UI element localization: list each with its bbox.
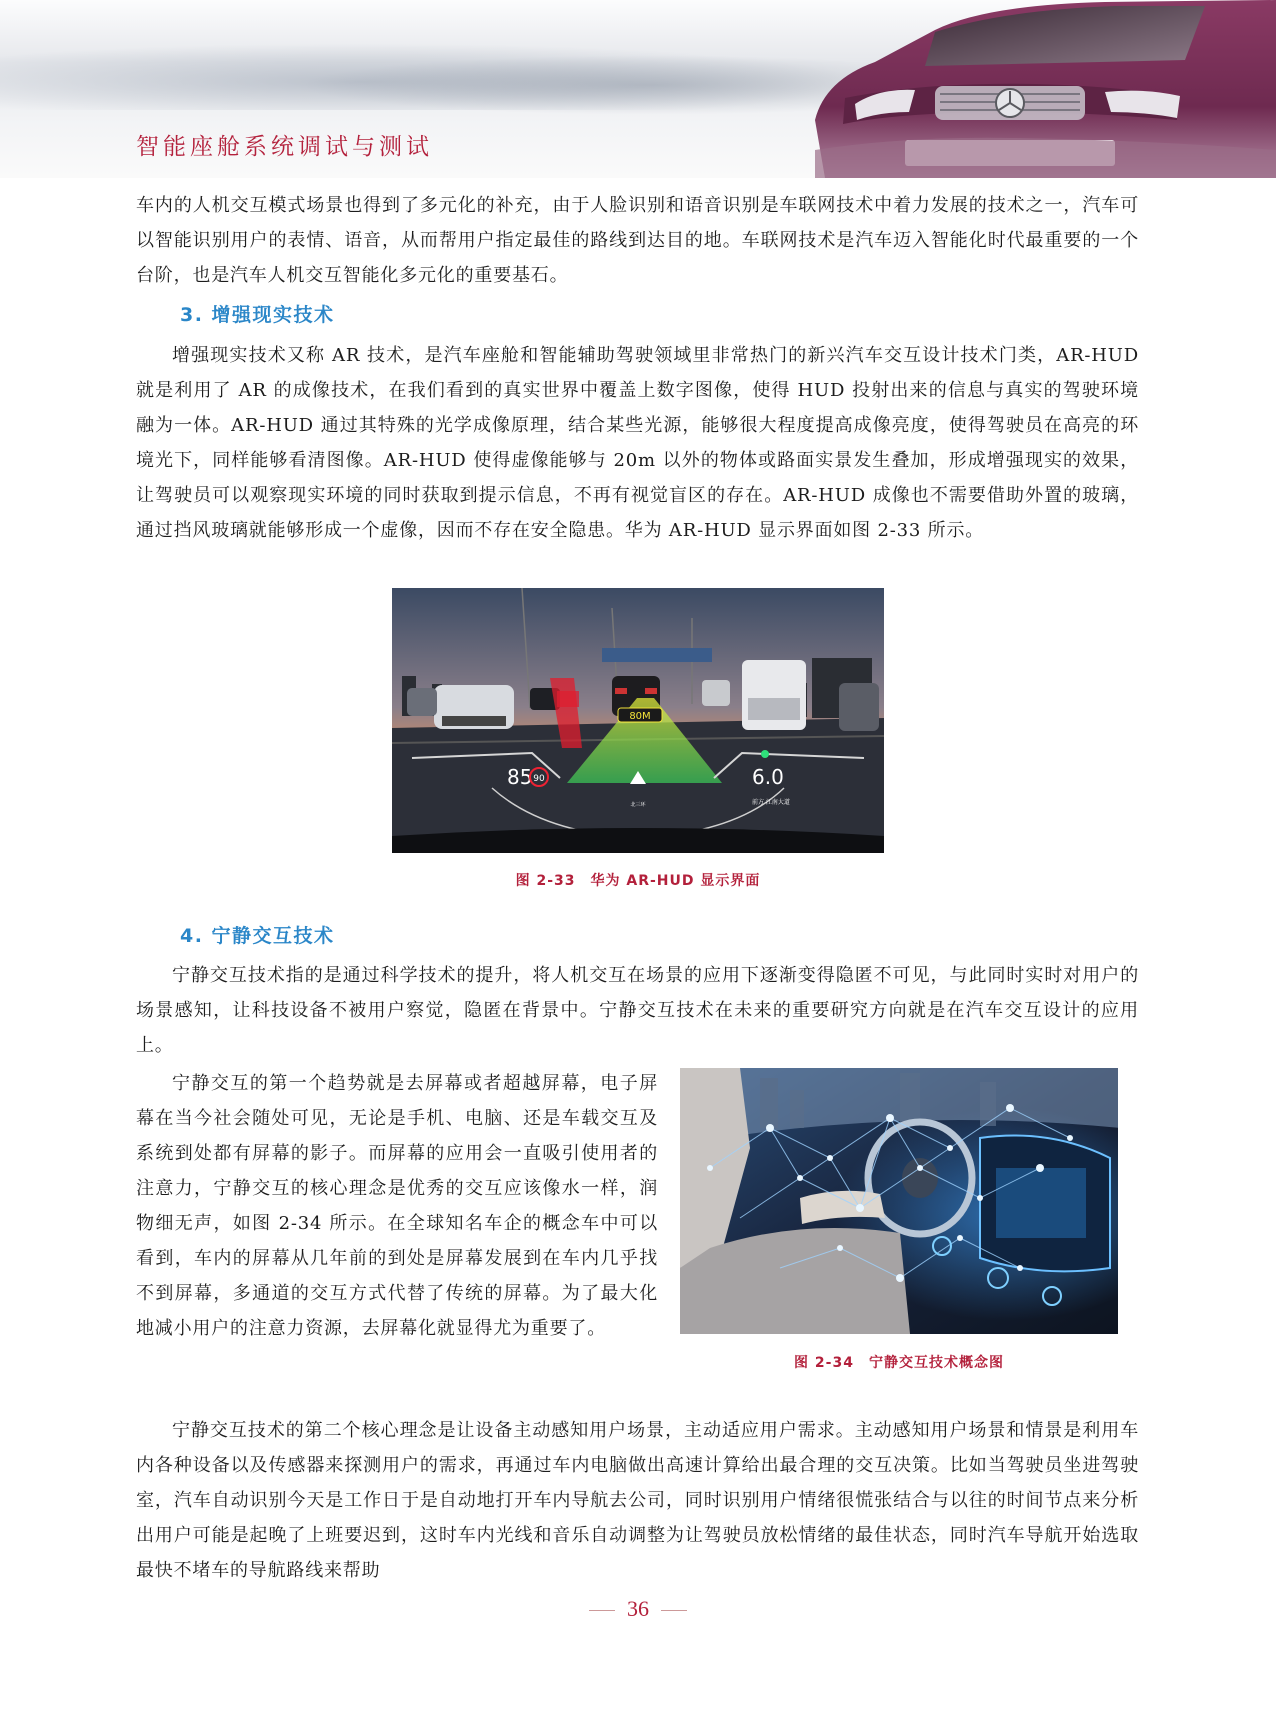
hud-center-label: 北三环	[630, 802, 646, 808]
figure-ar-hud-photo	[392, 588, 884, 853]
figure-caption: 图 2-33 华为 AR-HUD 显示界面	[515, 873, 761, 889]
body-paragraph: 宁静交互的第一个趋势就是去屏幕或者超越屏幕，电子屏幕在当今社会随处可见，无论是手机、电脑、还是车载交互及系统到处都有屏幕的影子。而屏幕的应用会一直吸引使用者的注意力，宁静交互的核心理念是优秀的交互应该像水一样，润物细无声，如图 2-34 所示。在全球知名车企的概念车中可以看到，车内的屏幕从几年前的到处是屏幕发展到在车内几乎找不到屏幕，多通道的交互方式代替了传统的屏幕。为了最大化地减小用户的注意力资源，去屏幕化就显得尤为重要了。	[136, 1073, 658, 1339]
header-car-illustration	[785, 0, 1276, 178]
body-paragraph: 增强现实技术又称 AR 技术，是汽车座舱和智能辅助驾驶领域里非常热门的新兴汽车交互设计技术门类，AR-HUD 就是利用了 AR 的成像技术，在我们看到的真实世界中覆盖上数字图像，使得 HUD 投射出来的信息与真实的驾驶环境融为一体。AR-HUD 通过其特殊的光学成像原理，结合某些光源，能够很大程度提高成像亮度，使得驾驶员在高亮的环境光下，同样能够看清图像。AR-HUD 使得虚像能够与 20m 以外的物体或路面实景发生叠加，形成增强现实的效果，让驾驶员可以观察现实环境的同时获取到提示信息，不再有视觉盲区的存在。AR-HUD 成像也不需要借助外置的玻璃，通过挡风玻璃就能够形成一个虚像，因而不存在安全隐患。华为 AR-HUD 显示界面如图 2-33 所示。	[136, 345, 1139, 541]
section-heading: 4. 宁静交互技术	[180, 925, 335, 947]
page-number	[0, 1596, 1276, 1622]
hud-speed: 85	[507, 765, 533, 789]
quiet-interaction-scene	[680, 1068, 1118, 1334]
folio-dash	[589, 1610, 615, 1611]
book-title: 智能座舱系统调试与测试	[136, 134, 433, 160]
ar-hud-scene	[392, 588, 884, 853]
figure-caption: 图 2-34 宁静交互技术概念图	[794, 1355, 1004, 1371]
body-paragraph: 车内的人机交互模式场景也得到了多元化的补充，由于人脸识别和语音识别是车联网技术中着力发展的技术之一，汽车可以智能识别用户的表情、语音，从而帮用户指定最佳的路线到达目的地。车联网技术是汽车迈入智能化时代最重要的一个台阶，也是汽车人机交互智能化多元化的重要基石。	[136, 195, 1139, 286]
hud-street-name: 前方 江南大道	[752, 799, 790, 806]
body-paragraph: 宁静交互技术指的是通过科学技术的提升，将人机交互在场景的应用下逐渐变得隐匿不可见，与此同时实时对用户的场景感知，让科技设备不被用户察觉，隐匿在背景中。宁静交互技术在未来的重要研究方向就是在汽车交互设计的应用上。	[136, 965, 1139, 1056]
hud-distance-marker: 80M	[629, 711, 651, 722]
page-header-banner	[0, 0, 1276, 178]
figure-quiet-interaction-photo	[680, 1068, 1118, 1334]
page-number-text: 36	[627, 1596, 649, 1621]
body-paragraph: 宁静交互技术的第二个核心理念是让设备主动感知用户场景，主动适应用户需求。主动感知用户场景和情景是利用车内各种设备以及传感器来探测用户的需求，再通过车内电脑做出高速计算给出最合理的交互决策。比如当驾驶员坐进驾驶室，汽车自动识别今天是工作日于是自动地打开车内导航去公司，同时识别用户情绪很慌张结合与以往的时间节点来分析出用户可能是起晚了上班要迟到，这时车内光线和音乐自动调整为让驾驶员放松情绪的最佳状态，同时汽车导航开始选取最快不堵车的导航路线来帮助	[136, 1420, 1139, 1581]
section-heading: 3. 增强现实技术	[180, 304, 335, 326]
folio-dash	[661, 1610, 687, 1611]
hud-nav-distance: 6.0	[752, 765, 784, 789]
hud-speed-limit: 90	[533, 774, 545, 784]
